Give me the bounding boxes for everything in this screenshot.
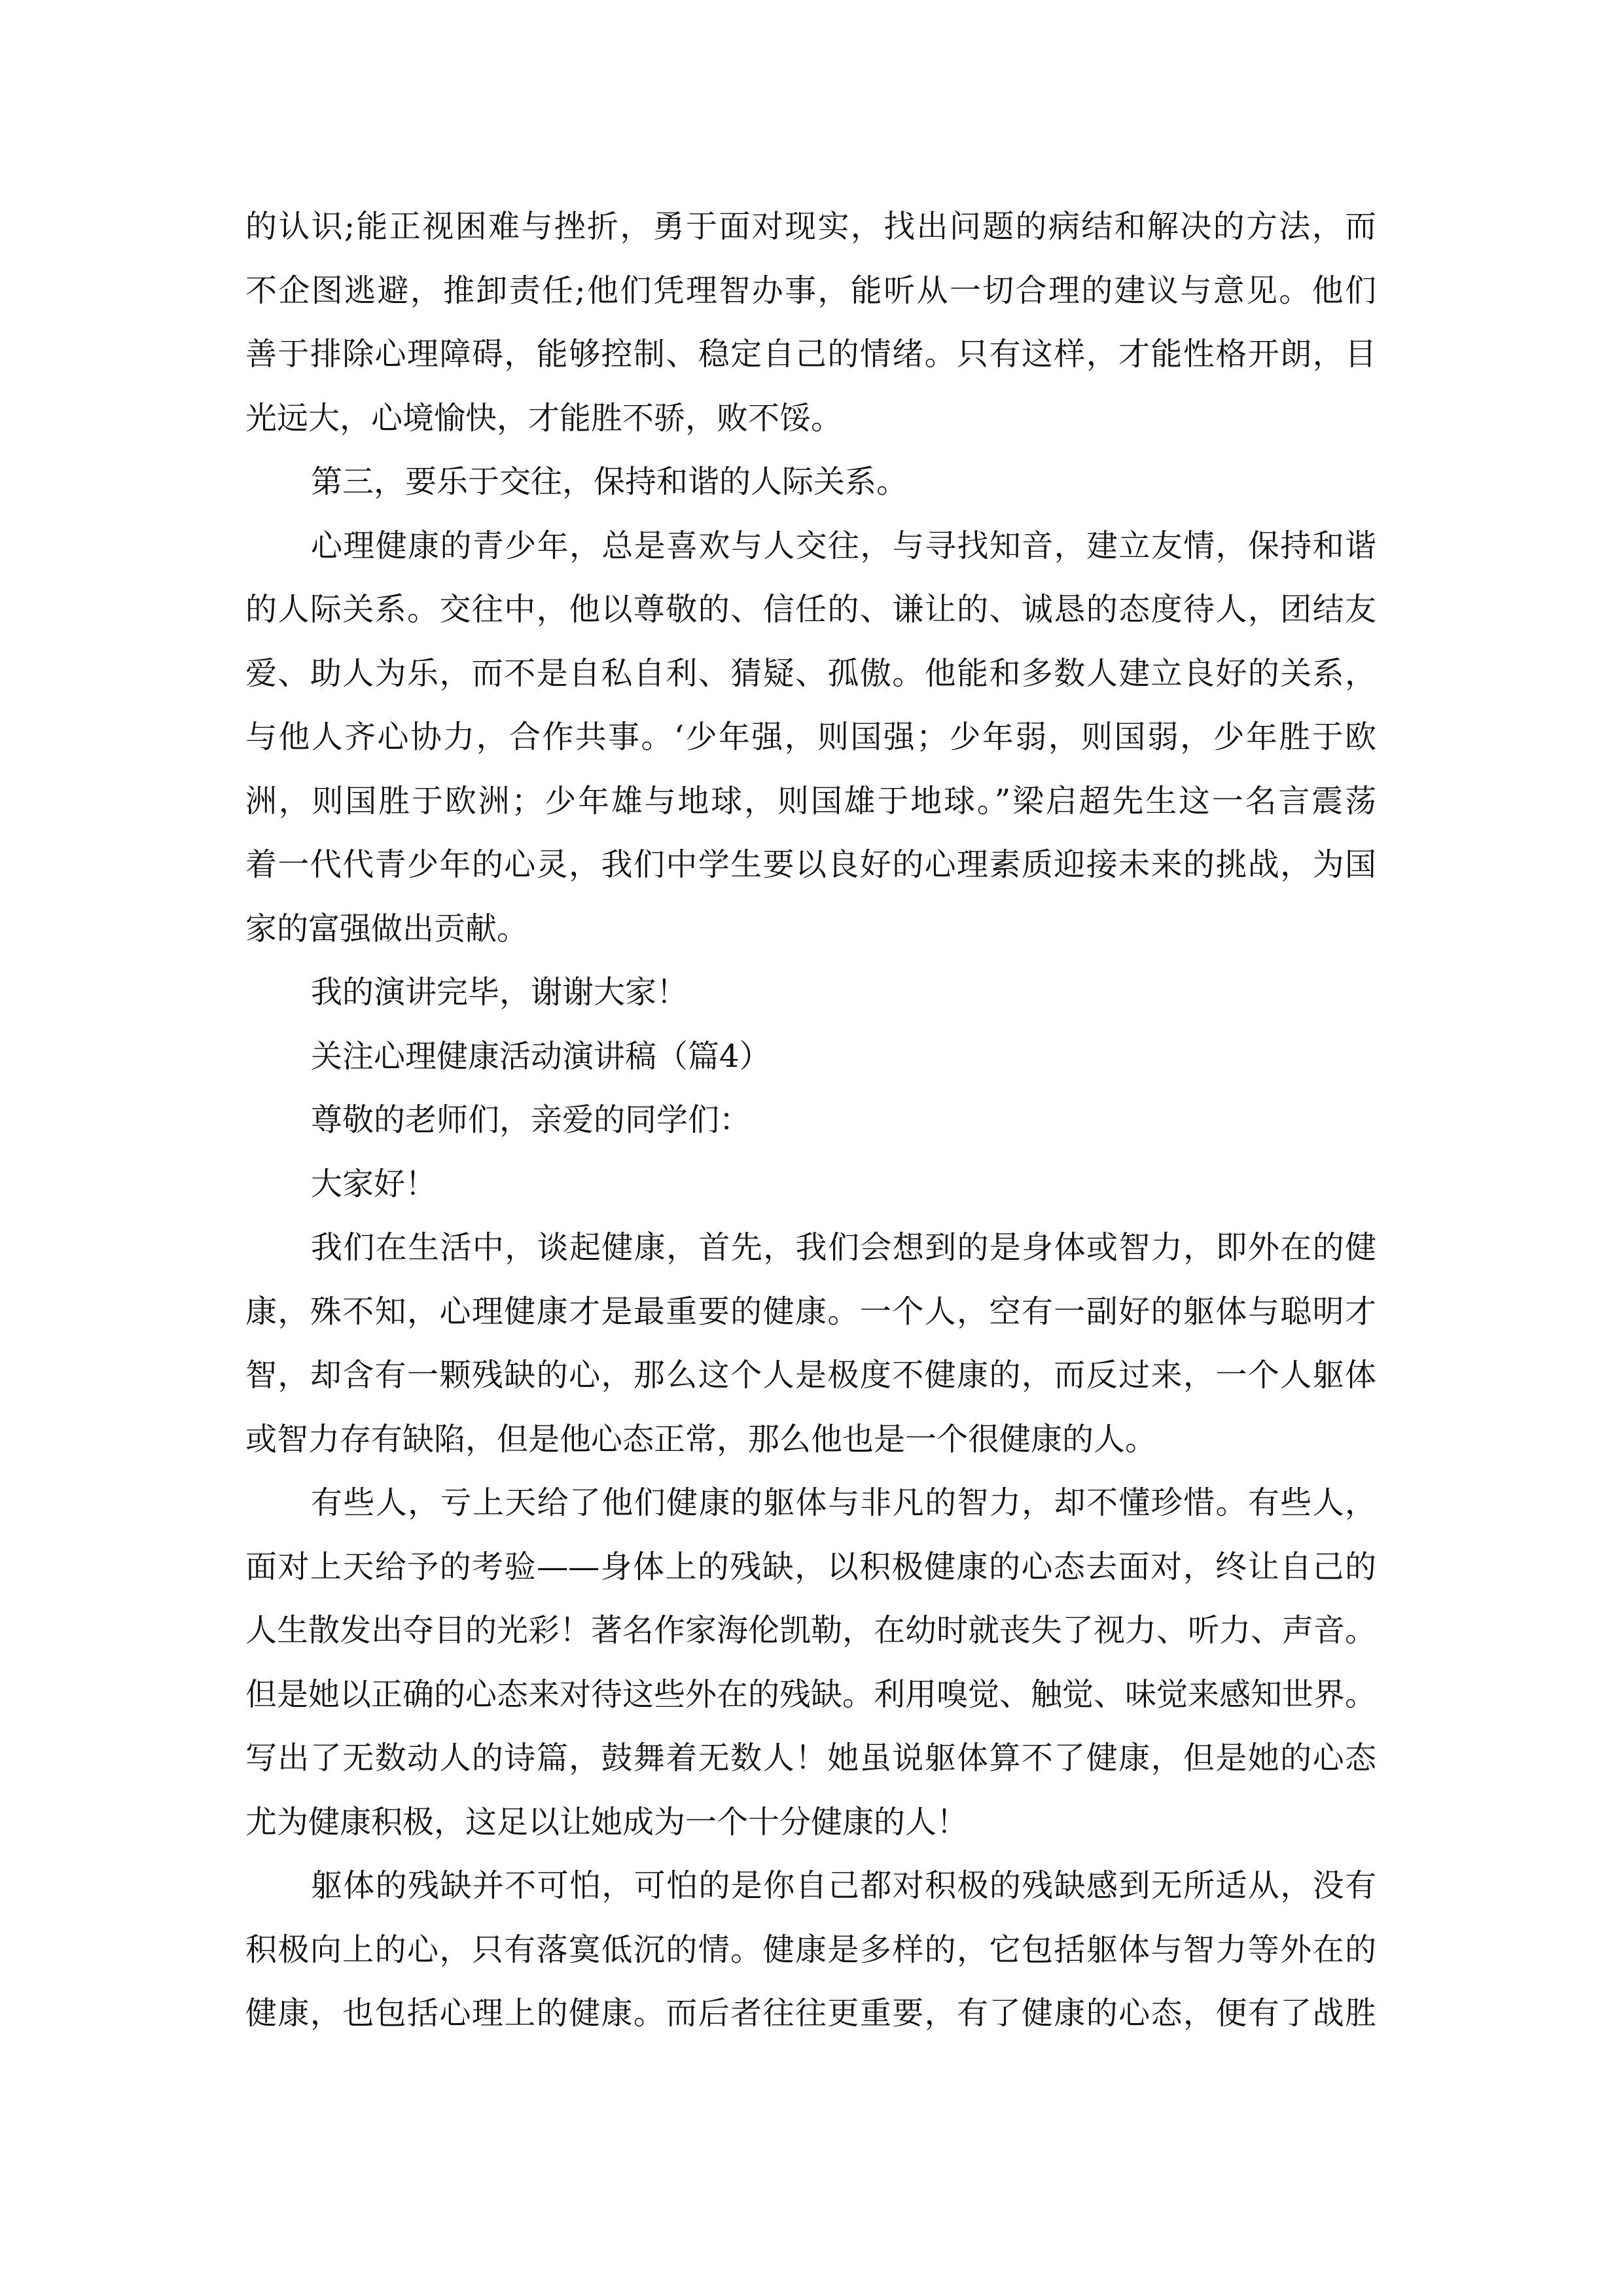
text-line: 但是她以正确的心态来对待这些外在的残缺。利用嗅觉、触觉、味觉来感知世界。 xyxy=(245,1676,1376,1713)
text-line: 关注心理健康活动演讲稿（篇4） xyxy=(311,1037,771,1075)
paragraph xyxy=(245,1088,1376,1153)
paragraph xyxy=(245,514,1376,961)
text-line: 的认识;能正视困难与挫折，勇于面对现实，找出问题的病结和解决的方法，而 xyxy=(245,208,1376,245)
text-line: 心理健康的青少年，总是喜欢与人交往，与寻找知音，建立友情，保持和谐 xyxy=(311,527,1376,564)
paragraph xyxy=(245,1025,1376,1089)
text-line: 康，殊不知，心理健康才是最重要的健康。一个人，空有一副好的躯体与聪明才 xyxy=(245,1293,1376,1330)
text-line: 爱、助人为乐，而不是自私自利、猜疑、孤傲。他能和多数人建立良好的关系， xyxy=(245,655,1376,692)
text-line: 光远大，心境愉快，才能胜不骄，败不馁。 xyxy=(245,399,843,437)
paragraph xyxy=(245,1471,1376,1854)
text-line: 善于排除心理障碍，能够控制、稳定自己的情绪。只有这样，才能性格开朗，目 xyxy=(245,336,1376,372)
text-line: 积极向上的心，只有落寞低沉的情。健康是多样的，它包括躯体与智力等外在的 xyxy=(245,1931,1376,1968)
text-line: 写出了无数动人的诗篇，鼓舞着无数人！她虽说躯体算不了健康，但是她的心态 xyxy=(245,1740,1376,1776)
text-line: 着一代代青少年的心灵，我们中学生要以良好的心理素质迎接未来的挑战，为国 xyxy=(245,846,1376,883)
text-line: 有些人，亏上天给了他们健康的躯体与非凡的智力，却不懂珍惜。有些人， xyxy=(311,1484,1376,1521)
text-line: 大家好！ xyxy=(311,1165,437,1202)
text-line: 我的演讲完毕，谢谢大家！ xyxy=(311,974,688,1011)
text-line: 第三，要乐于交往，保持和谐的人际关系。 xyxy=(311,463,908,500)
text-line: 躯体的残缺并不可怕，可怕的是你自己都对积极的残缺感到无所适从，没有 xyxy=(311,1867,1376,1904)
paragraph xyxy=(245,195,1376,450)
document-page xyxy=(245,195,1376,2046)
paragraph xyxy=(245,1153,1376,1217)
paragraph xyxy=(245,961,1376,1025)
text-line: 家的富强做出贡献。 xyxy=(245,910,529,947)
text-line: 智，却含有一颗残缺的心，那么这个人是极度不健康的，而反过来，一个人躯体 xyxy=(245,1357,1376,1393)
text-line: 尊敬的老师们，亲爱的同学们： xyxy=(311,1102,751,1138)
text-line: 不企图逃避，推卸责任;他们凭理智办事，能听从一切合理的建议与意见。他们 xyxy=(245,272,1376,309)
text-line: 人生散发出夺目的光彩！著名作家海伦凯勒，在幼时就丧失了视力、听力、声音。 xyxy=(245,1612,1376,1649)
text-line: 健康，也包括心理上的健康。而后者往往更重要，有了健康的心态，便有了战胜 xyxy=(245,1995,1376,2032)
paragraph xyxy=(245,450,1376,514)
text-line: 洲，则国胜于欧洲；少年雄与地球，则国雄于地球。”梁启超先生这一名言震荡 xyxy=(245,782,1376,819)
text-line: 面对上天给予的考验——身体上的残缺，以积极健康的心态去面对，终让自己的 xyxy=(245,1548,1376,1585)
text-line: 与他人齐心协力，合作共事。‘少年强，则国强；少年弱，则国弱，少年胜于欧 xyxy=(245,719,1376,755)
text-line: 尤为健康积极，这足以让她成为一个十分健康的人！ xyxy=(245,1803,969,1840)
text-line: 我们在生活中，谈起健康，首先，我们会想到的是身体或智力，即外在的健 xyxy=(311,1229,1376,1266)
text-line: 的人际关系。交往中，他以尊敬的、信任的、谦让的、诚恳的态度待人，团结友 xyxy=(245,591,1376,628)
paragraph xyxy=(245,1854,1376,2046)
text-line: 或智力存有缺陷，但是他心态正常，那么他也是一个很健康的人。 xyxy=(245,1420,1157,1458)
paragraph xyxy=(245,1216,1376,1471)
